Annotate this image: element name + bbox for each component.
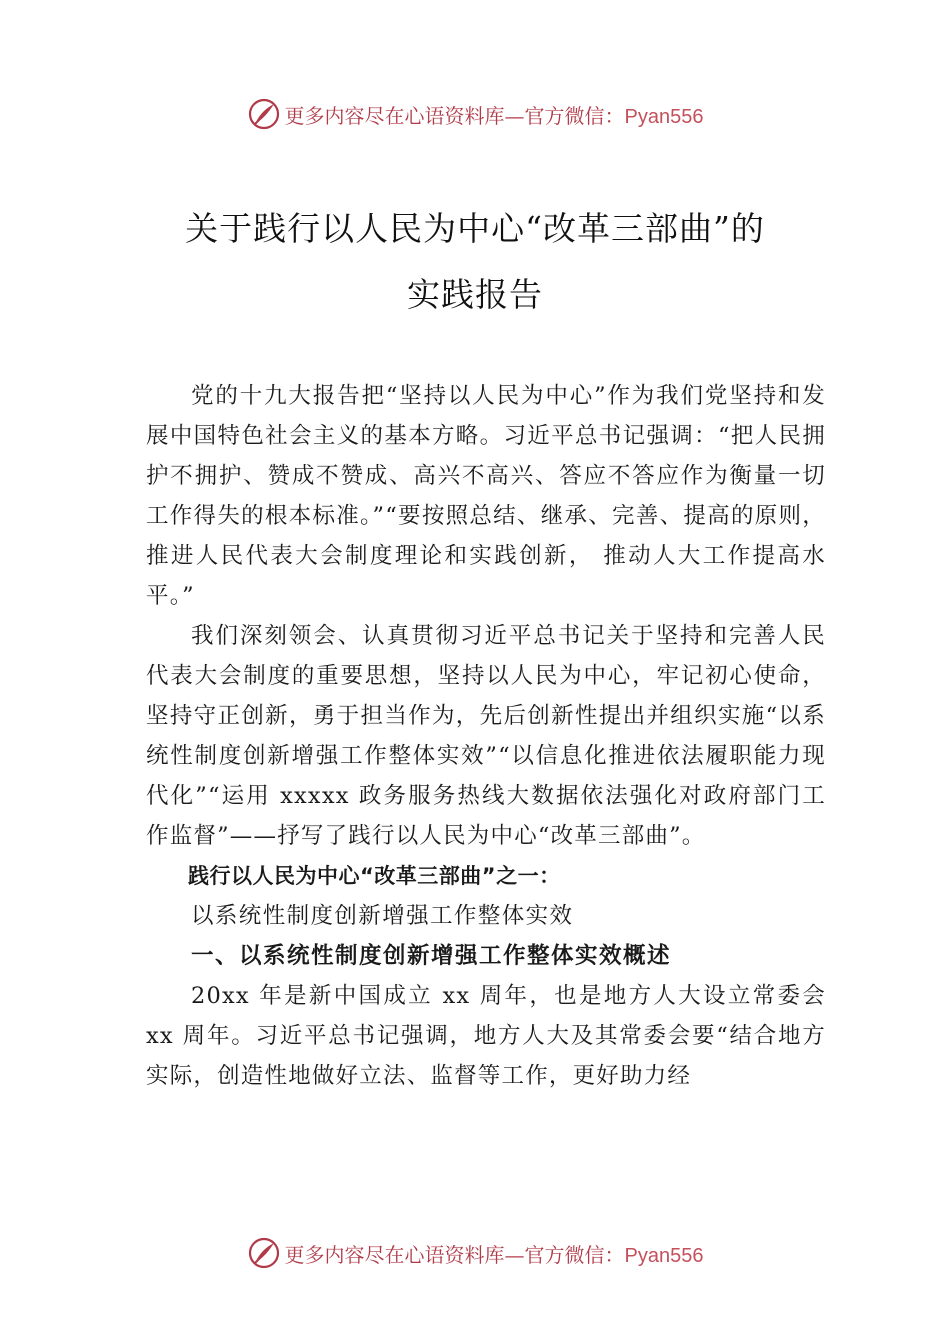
header-watermark-banner — [0, 94, 950, 134]
section-heading: 践行以人民为中心“改革三部曲”之一： — [188, 864, 561, 888]
document-title — [0, 196, 950, 328]
title-line-2: 实践报告 — [407, 275, 543, 314]
paragraph-body: 20xx 年是新中国成立 xx 周年，也是地方人大设立常委会 xx 周年。习近平总书记强调，地方人大及其常委会要“结合地方实际，创造性地做好立法、监督等工作，更好助力经 — [146, 983, 826, 1089]
wechat-id: Pyan556 — [624, 105, 704, 128]
watermark-text — [285, 100, 704, 129]
quill-logo-icon — [247, 1236, 281, 1270]
quill-logo-icon — [247, 97, 281, 131]
watermark-label: 更多内容尽在心语资料库—官方微信： — [284, 103, 625, 128]
subsection-heading: 一、以系统性制度创新增强工作整体实效概述 — [191, 943, 672, 969]
section-subtitle: 以系统性制度创新增强工作整体实效 — [191, 903, 574, 929]
footer-watermark-banner — [0, 1233, 950, 1273]
watermark-label: 更多内容尽在心语资料库—官方微信： — [284, 1242, 625, 1267]
title-line-1: 关于践行以人民为中心“改革三部曲”的 — [185, 209, 765, 248]
paragraph-reform-overview: 我们深刻领会、认真贯彻习近平总书记关于坚持和完善人民代表大会制度的重要思想，坚持以人民为中心，牢记初心使命，坚持守正创新，勇于担当作为，先后创新性提出并组织实施“以系统性制度创新增强工作整体实效”“以信息化推进依法履职能力现代化”“运用 xxxxx 政务服务热线大数据依法强化对政府部门工作监督”——抒写了践行以人民为中心“改革三部曲”。 — [146, 623, 826, 849]
wechat-id: Pyan556 — [624, 1244, 704, 1267]
paragraph-intro: 党的十九大报告把“坚持以人民为中心”作为我们党坚持和发展中国特色社会主义的基本方略。习近平总书记强调：“把人民拥护不拥护、赞成不赞成、高兴不高兴、答应不答应作为衡量一切工作得失的根本标准。”“要按照总结、继承、完善、提高的原则，推进人民代表大会制度理论和实践创新， 推动人大工作提高水平。” — [146, 383, 826, 609]
watermark-text — [285, 1239, 704, 1268]
document-body — [146, 376, 826, 1096]
